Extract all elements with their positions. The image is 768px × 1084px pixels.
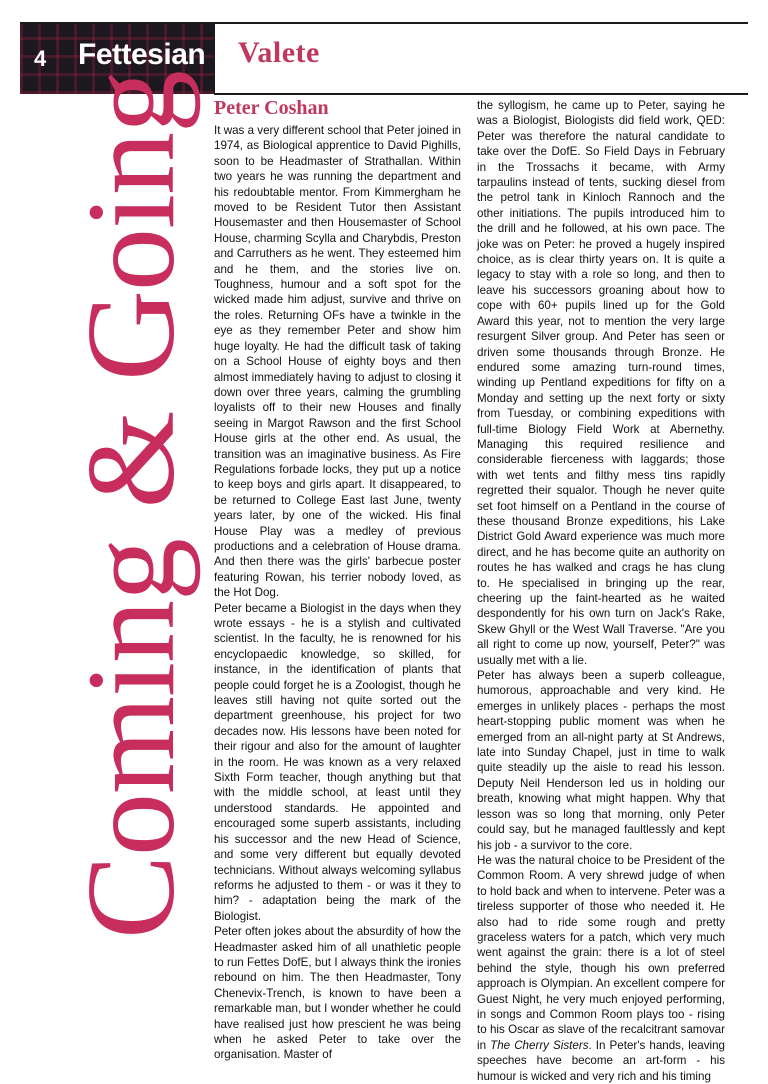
paragraph: Peter often jokes about the absurdity of how the Headmaster asked him of all unathletic people to run Fettes DofE, but I always think the ironies rebound on him. The then Headmaster, Tony Chenevix-Trench, is known to have been a remarkable man, but I wonder whether he could have realised just how prescient he was being when he asked Peter to take over the organisation. Master of <box>214 925 461 1062</box>
paragraph: the syllogism, he came up to Peter, saying he was a Biologist, Biologists did field work, QED: Peter was therefore the natural candidate to take over the DofE. So Field Days in February in the Trossachs it became, with Army tarpaulins instead of tents, sucking diesel from the petrol tank in Kinloch Rannoch and the other initiations. The pupils introduced him to the drill and he followed, at his own pace. The joke was on Peter: he proved a hugely inspired choice, as is clear thirty years on. It is quite a legacy to stay with a role so long, and then to leave his successors groaning about how to cope with 60+ pupils lined up for the Gold Award this year, not to mention the very large resurgent Silver group. And Peter has seen or driven some thousands through Bronze. He endured some amazing turn-round times, winding up Pentland expeditions for fifty on a Monday and setting up the next forty or sixty from Tuesday, or combining expeditions with full-time Biology Field Work at Abernethy. Managing this required resilience and considerable fierceness with laggards; those with wet tents and filthy mess tins rapidly regretted their squalor. Though he never quite set foot himself on a Pentland in the course of these thousand Bronze expeditions, his Lake District Gold Award experience was much more direct, and he has become quite an authority on routes he has walked and crags he has clung to. He specialised in bringing up the rear, cheering up the faint-hearted as he waited despondently for his own turn on Jack's Rake, Skew Ghyll or the West Wall Traverse. "Are you all right to come up now, yourself, Peter?" was usually met with a lie. <box>477 99 725 667</box>
publication-title: Fettesian <box>78 38 206 71</box>
article-title: Peter Coshan <box>214 97 329 119</box>
masthead-divider <box>214 24 215 94</box>
side-banner <box>62 70 202 940</box>
paragraph: It was a very different school that Peter joined in 1974, as Biological apprentice to David Pighills, soon to be Headmaster of Strathallan. Within two years he was running the department and his redoubtable mentor. From Kimmergham he moved to be Resident Tutor then Assistant Housemaster and then Housemaster of School House, charming Scylla and Charybdis, Preston and Carruthers as he went. They esteemed him and he them, and the stories live on. Toughness, humour and a soft spot for the wicked made him adjust, survive and thrive on the roles. Returning OFs have a twinkle in the eye as they remember Peter and show him huge loyalty. He had the difficult task of taking on a School House of eighty boys and then almost immediately having to adjust to closing it down over three years, calming the grumbling loyalists off to their new Houses and finally seeing in Margot Rawson and the first School House girls at the other end. As usual, the transition was an imaginative business. As Fire Regulations forbade locks, they put up a notice to keep boys and girls apart. It disappeared, to be returned to College East last June, twenty years later, by one of the wicked. His final House Play was a medley of previous productions and a celebration of House drama. And then there was the girls' barbecue poster featuring Rowan, his terrier nobody loved, as the Hot Dog. <box>214 124 461 600</box>
play-title: The Cherry Sisters <box>490 1038 589 1052</box>
section-title: Valete <box>238 36 320 69</box>
paragraph: Peter became a Biologist in the days when they wrote essays - he is a stylish and cultivated scientist. In the faculty, he is renowned for his encyclopaedic knowledge, so skilled, for instance, in the identification of plants that people could forget he is a Zoologist, though he leaves still having not quite sorted out the department greenhouse, his project for two decades now. His lessons have been noted for their rigour and also for the amount of laughter in the room. He was known as a very relaxed Sixth Form teacher, though anything but that with the middle school, at least until they understood standards. He appointed and encouraged some superb assistants, including his successor and the new Head of Science, and some very different but equally devoted technicians. Without always welcoming syllabus reforms he adjusted to them - or was it they to him? - adaptation being the mark of the Biologist. <box>214 601 461 923</box>
page-number: 4 <box>34 46 47 71</box>
article-column-1 <box>214 96 461 1063</box>
paragraph-text: . In Peter's hands, leaving speeches have become an art-form - his humour is wicked and very rich and his timing <box>477 1038 726 1083</box>
side-banner-text: Coming & Going <box>62 70 201 940</box>
article-column-2 <box>477 96 725 1084</box>
header-rule <box>214 93 748 95</box>
paragraph: Peter has always been a superb colleague, humorous, approachable and very kind. He emerges in unlikely places - perhaps the most heart-stopping public moment was when he emerged from an all-night party at St Andrews, late into Sunday Chapel, just in time to walk quite steadily up the aisle to read his lesson. Deputy Neil Henderson led us in holding our breath, knowing what might happen. Why that lesson was so long that morning, only Peter could say, but he managed faultlessly and kept his job - a survivor to the core. <box>477 669 725 852</box>
paragraph-text: He was the natural choice to be President of the Common Room. A very shrewd judge of when to hold back and when to intervene. Peter was a tireless supporter of those who needed it. He also had to ride some rough and pretty graceless waters for a patch, which very much went against the grain: there is a lot of steel behind the style, though his own preferred approach is Olympian. An excellent compere for Guest Night, he very much enjoyed performing, in songs and Common Room plays too - rising to his Oscar as slave of the recalcitrant samovar in <box>477 853 725 1052</box>
paragraph <box>477 853 725 1084</box>
